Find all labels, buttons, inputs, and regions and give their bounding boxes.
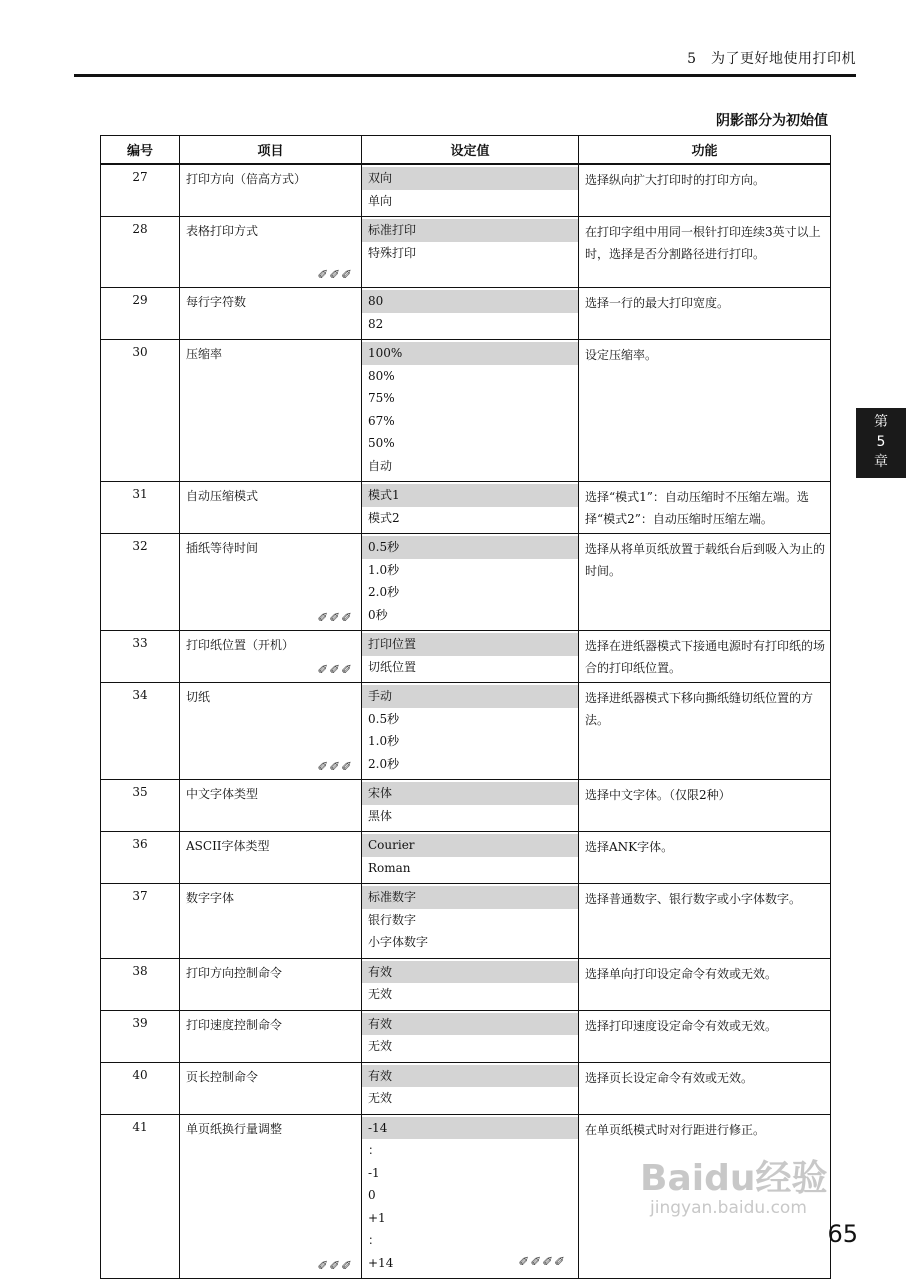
default-value xyxy=(362,1065,578,1088)
page-number: 65 xyxy=(827,1220,858,1248)
default-value xyxy=(362,342,578,365)
setting-item xyxy=(180,288,362,340)
value-label: 0 xyxy=(368,1188,376,1202)
setting-item xyxy=(180,534,362,631)
setting-number: 35 xyxy=(101,780,180,832)
setting-item-label: 打印速度控制命令 xyxy=(186,1017,283,1032)
option-value xyxy=(362,931,578,954)
setting-item-label: 打印方向控制命令 xyxy=(186,965,283,980)
default-value xyxy=(362,886,578,909)
value-label: 单向 xyxy=(368,193,393,208)
table-row xyxy=(101,288,831,340)
value-label: 1.0秒 xyxy=(368,734,400,748)
pencil-icon: ✐✐✐ xyxy=(317,611,353,626)
setting-number: 37 xyxy=(101,884,180,959)
setting-number: 38 xyxy=(101,958,180,1010)
setting-number: 41 xyxy=(101,1114,180,1279)
setting-function: 选择中文字体。（仅限2种） xyxy=(579,780,831,832)
setting-function: 在打印字组中用同一根针打印连续3英寸以上时，选择是否分割路径进行打印。 xyxy=(579,217,831,288)
setting-item xyxy=(180,683,362,780)
value-label: 75% xyxy=(368,391,395,405)
setting-number: 34 xyxy=(101,683,180,780)
setting-item xyxy=(180,958,362,1010)
setting-values xyxy=(362,288,579,340)
setting-values xyxy=(362,1062,579,1114)
value-label: Roman xyxy=(368,860,411,875)
value-label: ： xyxy=(368,1143,381,1157)
value-label: 有效 xyxy=(368,1068,393,1083)
chapter-tab-line1: 第 xyxy=(874,414,888,430)
option-value xyxy=(362,983,578,1006)
option-value xyxy=(362,909,578,932)
setting-values xyxy=(362,832,579,884)
default-value xyxy=(362,1013,578,1036)
option-value xyxy=(362,656,578,679)
setting-values xyxy=(362,340,579,482)
setting-number: 27 xyxy=(101,164,180,217)
value-label: 0秒 xyxy=(368,607,388,622)
value-label: 82 xyxy=(368,316,384,331)
value-label: 有效 xyxy=(368,964,393,979)
value-label: 模式2 xyxy=(368,510,400,525)
table-row xyxy=(101,534,831,631)
column-header-value: 设定值 xyxy=(362,136,579,165)
setting-item-label: 中文字体类型 xyxy=(186,787,259,801)
option-value xyxy=(362,708,578,731)
option-value xyxy=(362,1139,578,1162)
setting-item xyxy=(180,164,362,217)
table-row xyxy=(101,631,831,683)
value-label: ： xyxy=(368,1233,381,1247)
shading-note: 阴影部分为初始值 xyxy=(716,113,828,129)
option-value xyxy=(362,410,578,433)
value-label: 无效 xyxy=(368,987,393,1001)
setting-number: 32 xyxy=(101,534,180,631)
setting-number: 28 xyxy=(101,217,180,288)
setting-number: 33 xyxy=(101,631,180,683)
option-value xyxy=(362,1184,578,1207)
option-value xyxy=(362,432,578,455)
table-row xyxy=(101,780,831,832)
setting-function: 选择在进纸器模式下接通电源时有打印纸的场合的打印纸位置。 xyxy=(579,631,831,683)
column-header-item: 项目 xyxy=(180,136,362,165)
option-value xyxy=(362,313,578,336)
table-row xyxy=(101,1010,831,1062)
setting-function: 选择进纸器模式下移向撕纸缝切纸位置的方法。 xyxy=(579,683,831,780)
value-label: 标准数字 xyxy=(368,890,417,904)
setting-values xyxy=(362,482,579,534)
setting-function: 选择从将单页纸放置于载纸台后到吸入为止的时间。 xyxy=(579,534,831,631)
value-label: 1.0秒 xyxy=(368,562,400,577)
value-label: 2.0秒 xyxy=(368,756,400,771)
setting-item xyxy=(180,217,362,288)
setting-values xyxy=(362,631,579,683)
chapter-tab-line3: 章 xyxy=(874,454,888,470)
option-value xyxy=(362,1162,578,1185)
value-label: 标准打印 xyxy=(368,223,417,237)
setting-function: 在单页纸模式时对行距进行修正。 xyxy=(579,1114,831,1279)
setting-function: 选择单向打印设定命令有效或无效。 xyxy=(579,958,831,1010)
setting-number: 31 xyxy=(101,482,180,534)
default-value xyxy=(362,961,578,984)
table-row xyxy=(101,832,831,884)
option-value xyxy=(362,190,578,213)
value-label: 自动 xyxy=(368,458,393,473)
setting-item-label: 打印纸位置（开机） xyxy=(186,638,295,652)
value-label: +14 xyxy=(368,1255,394,1270)
option-value xyxy=(362,1087,578,1110)
default-value xyxy=(362,834,578,857)
value-label: -14 xyxy=(368,1120,388,1135)
value-label: 50% xyxy=(368,436,395,450)
option-value xyxy=(362,1207,578,1230)
setting-item-label: ASCII字体类型 xyxy=(186,839,270,853)
pencil-icon: ✐✐✐ xyxy=(317,760,353,775)
setting-item-label: 压缩率 xyxy=(186,347,223,361)
option-value xyxy=(362,387,578,410)
setting-values xyxy=(362,164,579,217)
value-label: +1 xyxy=(368,1210,386,1225)
setting-values xyxy=(362,780,579,832)
value-label: 0.5秒 xyxy=(368,711,400,726)
value-label: Courier xyxy=(368,838,415,852)
setting-item xyxy=(180,340,362,482)
option-value xyxy=(362,730,578,753)
setting-number: 40 xyxy=(101,1062,180,1114)
option-value xyxy=(362,455,578,478)
option-value xyxy=(362,581,578,604)
value-label: 有效 xyxy=(368,1016,393,1031)
setting-function: 设定压缩率。 xyxy=(579,340,831,482)
column-header-function: 功能 xyxy=(579,136,831,165)
setting-function: 选择ANK字体。 xyxy=(579,832,831,884)
setting-values xyxy=(362,884,579,959)
value-label: 无效 xyxy=(368,1091,393,1105)
value-label: 黑体 xyxy=(368,808,393,823)
setting-values xyxy=(362,1010,579,1062)
value-label: 银行数字 xyxy=(368,912,417,927)
setting-item xyxy=(180,482,362,534)
setting-item-label: 打印方向（倍高方式） xyxy=(186,172,307,186)
default-value xyxy=(362,685,578,708)
setting-function: 选择页长设定命令有效或无效。 xyxy=(579,1062,831,1114)
default-value xyxy=(362,167,578,190)
setting-values xyxy=(362,1114,579,1279)
setting-number: 30 xyxy=(101,340,180,482)
setting-item-label: 插纸等待时间 xyxy=(186,541,259,555)
setting-item xyxy=(180,631,362,683)
value-label: 2.0秒 xyxy=(368,585,400,599)
pencil-icon: ✐✐✐✐ xyxy=(518,1254,566,1270)
option-value xyxy=(362,1035,578,1058)
option-value xyxy=(362,559,578,582)
header-rule xyxy=(74,74,856,77)
table-row xyxy=(101,958,831,1010)
option-value xyxy=(362,242,578,265)
value-label: 80% xyxy=(368,368,395,383)
setting-function: 选择纵向扩大打印时的打印方向。 xyxy=(579,164,831,217)
option-value xyxy=(362,604,578,627)
value-label: 小字体数字 xyxy=(368,935,429,949)
default-value xyxy=(362,1117,578,1140)
default-value xyxy=(362,219,578,242)
option-value xyxy=(362,1252,578,1275)
setting-number: 39 xyxy=(101,1010,180,1062)
table-row xyxy=(101,482,831,534)
chapter-tab-line2: 5 xyxy=(876,434,886,450)
setting-item-label: 切纸 xyxy=(186,690,211,704)
value-label: 100% xyxy=(368,346,403,360)
option-value xyxy=(362,365,578,388)
setting-number: 36 xyxy=(101,832,180,884)
value-label: 无效 xyxy=(368,1039,393,1053)
default-value xyxy=(362,536,578,559)
table-body xyxy=(101,164,831,1279)
setting-item xyxy=(180,1062,362,1114)
value-label: 特殊打印 xyxy=(368,245,417,260)
watermark-logo: Baidu经验 xyxy=(640,1158,828,1199)
setting-item xyxy=(180,780,362,832)
table-row xyxy=(101,340,831,482)
default-value xyxy=(362,782,578,805)
table-row xyxy=(101,164,831,217)
setting-item-label: 自动压缩模式 xyxy=(186,489,259,503)
option-value xyxy=(362,507,578,530)
column-header-number: 编号 xyxy=(101,136,180,165)
setting-item xyxy=(180,884,362,959)
default-value xyxy=(362,484,578,507)
value-label: 宋体 xyxy=(368,786,393,800)
setting-item-label: 每行字符数 xyxy=(186,295,247,309)
value-label: 手动 xyxy=(368,689,393,703)
setting-item-label: 页长控制命令 xyxy=(186,1069,259,1084)
table-header-row xyxy=(101,136,831,165)
setting-values xyxy=(362,958,579,1010)
setting-function: 选择一行的最大打印宽度。 xyxy=(579,288,831,340)
chapter-tab xyxy=(856,408,906,478)
pencil-icon: ✐✐✐ xyxy=(317,1259,353,1274)
settings-table xyxy=(100,135,831,1279)
setting-values xyxy=(362,534,579,631)
setting-function: 选择打印速度设定命令有效或无效。 xyxy=(579,1010,831,1062)
setting-item-label: 表格打印方式 xyxy=(186,224,259,238)
setting-values xyxy=(362,217,579,288)
pencil-icon: ✐✐✐ xyxy=(317,663,353,678)
option-value xyxy=(362,753,578,776)
table-row xyxy=(101,1062,831,1114)
table-row xyxy=(101,217,831,288)
setting-function: 选择普通数字、银行数字或小字体数字。 xyxy=(579,884,831,959)
value-label: 0.5秒 xyxy=(368,540,400,554)
default-value xyxy=(362,290,578,313)
option-value xyxy=(362,857,578,880)
default-value xyxy=(362,633,578,656)
setting-item xyxy=(180,1114,362,1279)
pencil-icon: ✐✐✐ xyxy=(317,268,353,283)
setting-number: 29 xyxy=(101,288,180,340)
setting-item xyxy=(180,1010,362,1062)
setting-function: 选择“模式1”：自动压缩时不压缩左端。选择“模式2”：自动压缩时压缩左端。 xyxy=(579,482,831,534)
setting-item-label: 单页纸换行量调整 xyxy=(186,1121,283,1136)
option-value xyxy=(362,1229,578,1252)
value-label: 切纸位置 xyxy=(368,659,417,674)
value-label: 双向 xyxy=(368,171,393,185)
table-row xyxy=(101,884,831,959)
value-label: 67% xyxy=(368,413,395,428)
table-row xyxy=(101,683,831,780)
value-label: 80 xyxy=(368,294,384,308)
option-value xyxy=(362,805,578,828)
value-label: -1 xyxy=(368,1165,380,1180)
running-header: 5 为了更好地使用打印机 xyxy=(687,51,856,67)
value-label: 打印位置 xyxy=(368,637,417,651)
setting-item xyxy=(180,832,362,884)
watermark-url: jingyan.baidu.com xyxy=(650,1198,807,1218)
setting-item-label: 数字字体 xyxy=(186,891,235,905)
setting-values xyxy=(362,683,579,780)
value-label: 模式1 xyxy=(368,488,400,502)
